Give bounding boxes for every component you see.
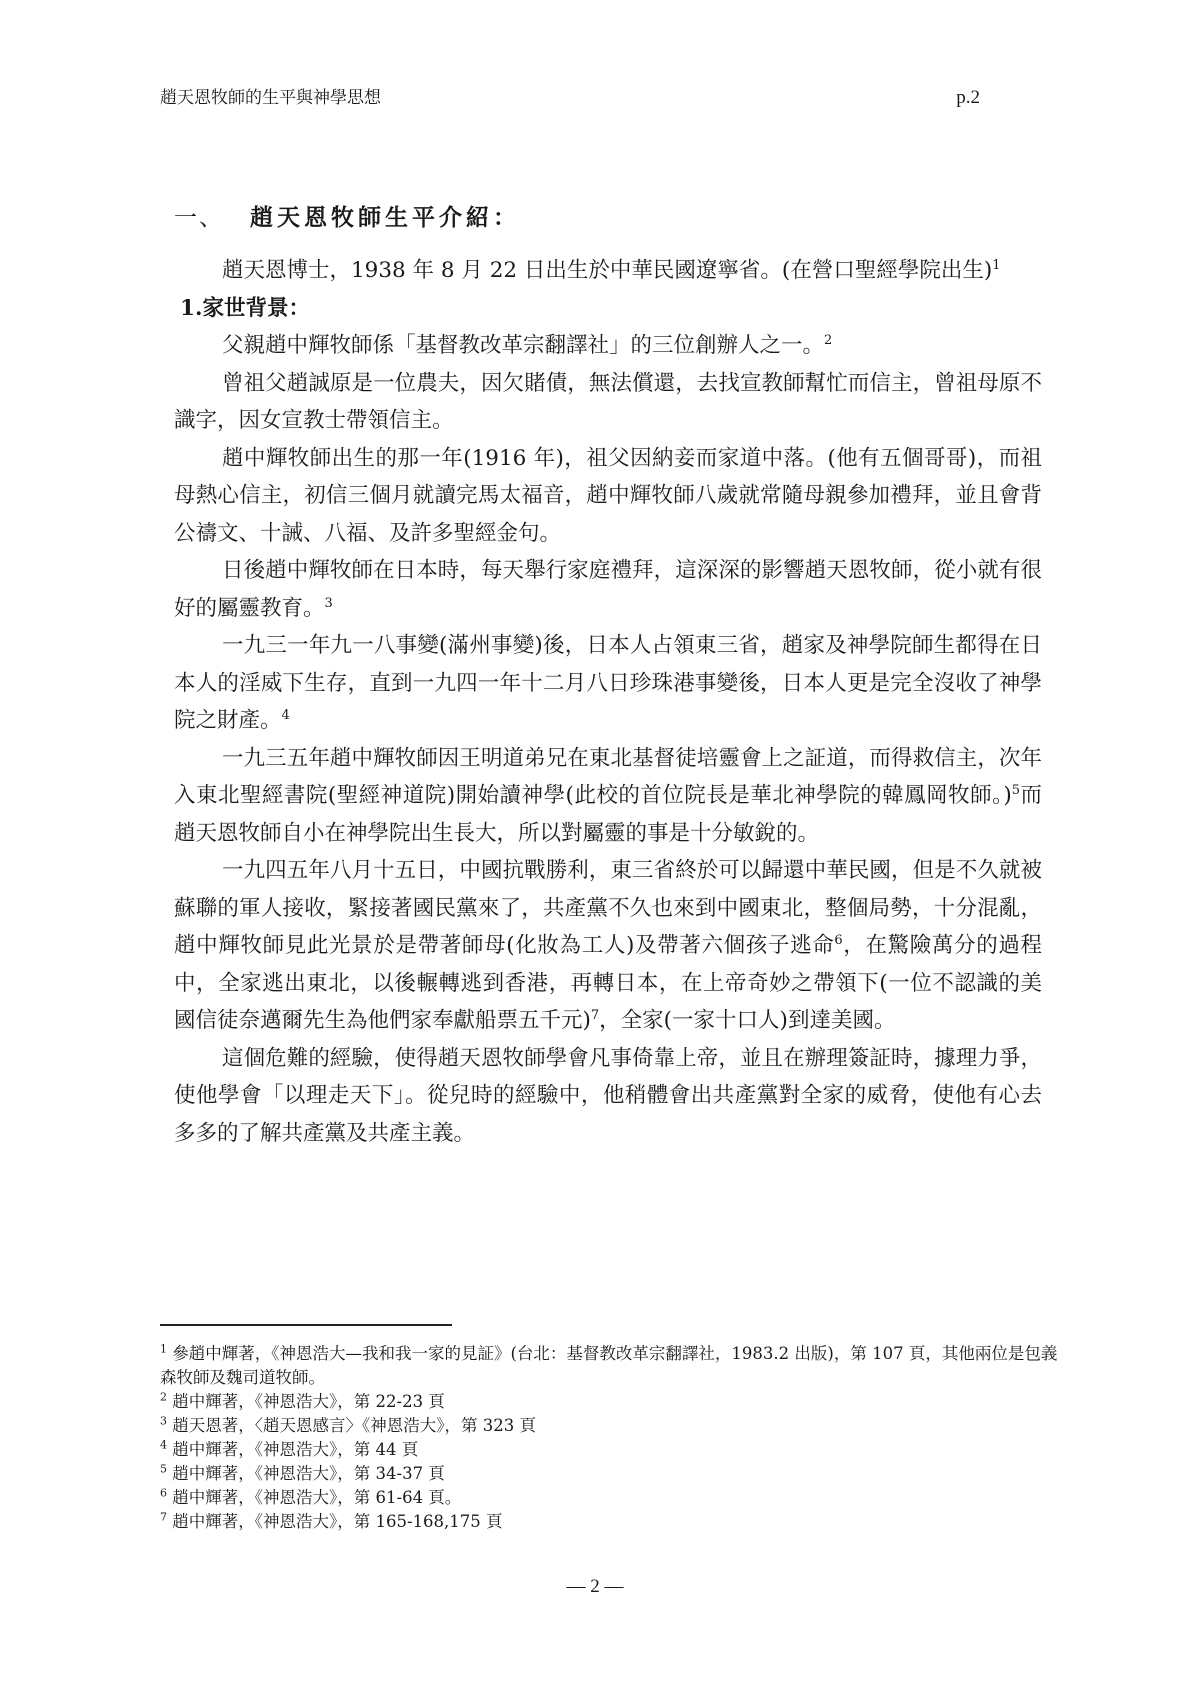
footnote-number: 7 [160,1510,167,1524]
footnote-ref: 2 [824,332,833,348]
paragraph: 曾祖父趙誠原是一位農夫，因欠賭債，無法償還，去找宣教師幫忙而信主，曾祖母原不識字，因女宣教士帶領信主。 [174,370,1042,433]
footnote-number: 2 [160,1390,167,1404]
paragraph-text: 日後趙中輝牧師在日本時，每天舉行家庭禮拜，這深深的影響趙天恩牧師，從小就有很好的屬靈教育。 [174,558,1042,621]
paragraph-text: 趙天恩博士，1938 年 8 月 22 日出生於中華民國遼寧省。(在營口聖經學院出生) [222,258,993,283]
footnote-number: 4 [160,1438,167,1452]
paragraph [174,327,1042,365]
footnote-ref: 1 [992,257,1001,273]
paragraph-text: 一九三五年趙中輝牧師因王明道弟兄在東北基督徒培靈會上之証道，而得救信主，次年入東北聖經書院(聖經神道院)開始讀神學(此校的首位院長是華北神學院的韓鳳岡牧師。) [174,745,1042,808]
paragraph-text: 而趙天恩牧師自小在神學院出生長大，所以對屬靈的事是十分敏銳的。 [174,783,1042,846]
footnote-number: 1 [160,1342,167,1356]
subsection-heading: 1.家世背景： [180,295,310,321]
footnotes [160,1342,1060,1534]
paragraph: 這個危難的經驗，使得趙天恩牧師學會凡事倚靠上帝，並且在辦理簽証時，據理力爭，使他學會「以理走天下」。從兒時的經驗中，他稍體會出共產黨對全家的威脅，使他有心去多多的了解共產黨及共產主義。 [174,1045,1042,1146]
page-number: — 2 — [566,1576,624,1597]
paragraph [174,627,1042,740]
running-header [160,86,980,110]
footnote-divider [160,1324,452,1326]
paragraph: 趙中輝牧師出生的那一年(1916 年)，祖父因納妾而家道中落。(他有五個哥哥)，而祖母熱心信主，初信三個月就讀完馬太福音，趙中輝牧師八歲就常隨母親參加禮拜，並且會背公禱文、十誡、八福、及許多聖經金句。 [174,445,1042,546]
footnote-ref: 5 [1011,782,1020,798]
footnote [160,1510,1060,1534]
paragraph [174,852,1042,1040]
footnote-text: 趙中輝著，《神恩浩大》，第 61-64 頁。 [172,1488,462,1507]
footnote-text: 趙天恩著，〈趙天恩感言〉《神恩浩大》，第 323 頁 [172,1416,536,1435]
paragraph [174,740,1042,853]
footnote-number: 3 [160,1414,167,1428]
footnote-text: 參趙中輝著，《神恩浩大—我和我一家的見証》(台北：基督教改革宗翻譯社，1983.2 出版)，第 107 頁，其他兩位是包義森牧師及魏司道牧師。 [160,1344,1058,1387]
footnote-number: 6 [160,1486,167,1500]
footnote-text: 趙中輝著，《神恩浩大》，第 44 頁 [172,1440,419,1459]
paragraph-text: 一九四五年八月十五日，中國抗戰勝利，東三省終於可以歸還中華民國，但是不久就被蘇聯的軍人接收，緊接著國民黨來了，共產黨不久也來到中國東北，整個局勢，十分混亂，趙中輝牧師見此光景於是帶著師母(化妝為工人)及帶著六個孩子逃命 [174,858,1042,958]
paragraph [174,552,1042,627]
footnote-text: 趙中輝著，《神恩浩大》，第 165-168,175 頁 [172,1512,503,1531]
footnote [160,1438,1060,1462]
footnote-text: 趙中輝著，《神恩浩大》，第 34-37 頁 [172,1464,445,1483]
header-title: 趙天恩牧師的生平與神學思想 [160,88,381,108]
footnote-ref: 3 [324,595,333,611]
footnote [160,1462,1060,1486]
footnote [160,1390,1060,1414]
body-text [174,252,1042,1152]
footnote-ref: 7 [590,1007,600,1023]
paragraph-text: 一九三一年九一八事變(滿州事變)後，日本人占領東三省，趙家及神學院師生都得在日本人的淫威下生存，直到一九四一年十二月八日珍珠港事變後，日本人更是完全沒收了神學院之財產。 [174,633,1042,733]
section-number: 一、 [174,205,224,231]
paragraph-text: ，全家(一家十口人)到達美國。 [599,1008,896,1033]
footnote-number: 5 [160,1462,167,1476]
section-title: 趙天恩牧師生平介紹： [250,204,520,231]
footnote-ref: 6 [834,932,843,948]
footnote [160,1414,1060,1438]
paragraph-text: 父親趙中輝牧師係「基督教改革宗翻譯社」的三位創辦人之一。 [222,333,825,358]
header-page-label: p.2 [956,87,980,108]
section-heading [174,203,520,233]
footnote-text: 趙中輝著，《神恩浩大》，第 22-23 頁 [172,1392,445,1411]
footnote [160,1342,1060,1390]
footnote [160,1486,1060,1510]
paragraph-text: ，在驚險萬分的過程中，全家逃出東北，以後輾轉逃到香港，再轉日本，在上帝奇妙之帶領下(一位不認識的美國信徒奈邁爾先生為他們家奉獻船票五千元) [174,933,1042,1033]
footnote-ref: 4 [281,707,290,723]
paragraph-intro [174,252,1042,290]
